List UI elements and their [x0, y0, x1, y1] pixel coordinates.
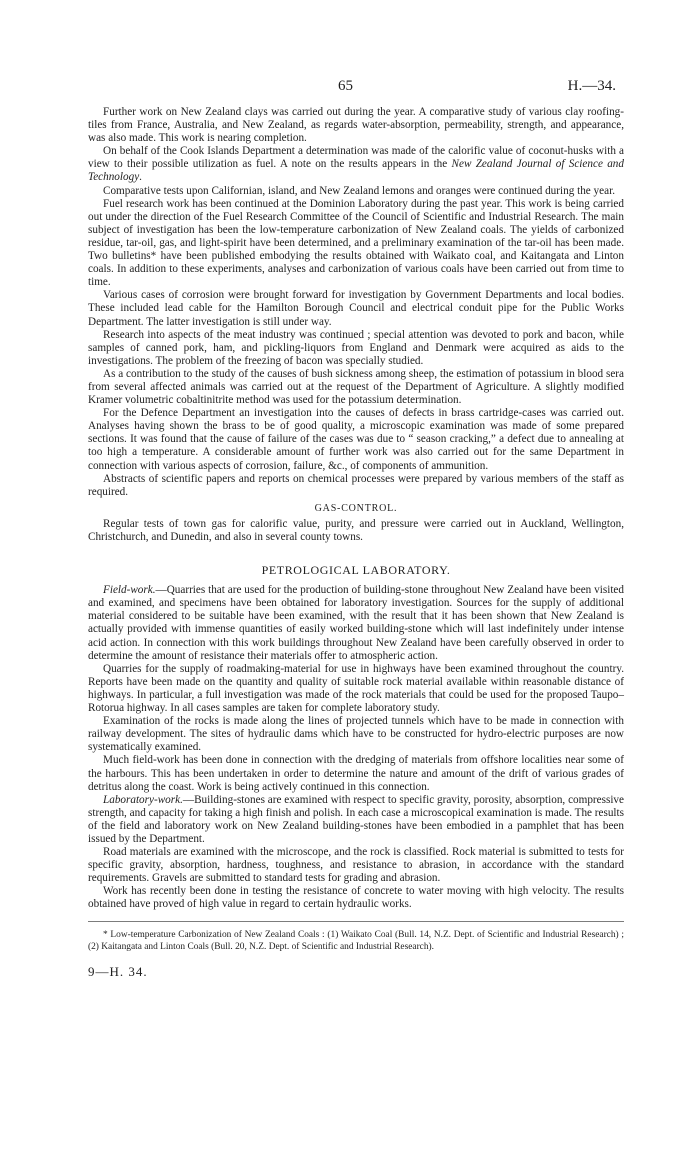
- gas-control-heading: GAS-CONTROL.: [314, 502, 398, 514]
- journal-title: New Zealand Journal of Science and Technology: [88, 158, 624, 184]
- paragraph-gas-tests: Regular tests of town gas for calorific value, purity, and pressure were carried out in Auckland, Wellington, Christchurch, and Dunedin, and also in several county towns.: [88, 517, 624, 543]
- paragraph-abstracts: Abstracts of scientific papers and reports on chemical processes were prepared by various members of the staff as required.: [88, 472, 624, 498]
- paragraph-road-materials: Road materials are examined with the microscope, and the rock is classified. Rock material is submitted to tests for specific gravity, absorption, hardness, toughness, and resistance to abrasion, in accordance with the standard requirements. Gravels are submitted to standard tests for grading and abrasion.: [88, 846, 624, 885]
- footnote-text: * Low-temperature Carbonization of New Zealand Coals : (1) Waikato Coal (Bull. 14, N.Z. Dept. of Scientific and Industrial Research) ; (2) Kaitangata and Linton Coals (Bull. 20, N.Z. Dept. of Scientific and Industrial Research).: [88, 929, 624, 952]
- page-body: [88, 106, 624, 978]
- paragraph-text: .: [139, 171, 142, 184]
- paragraph-corrosion: Various cases of corrosion were brought forward for investigation by Government Departments and local bodies. These included lead cable for the Hamilton Borough Council and electrical conduit pipe for the Public Works Department. The latter investigation is still under way.: [88, 289, 624, 328]
- paragraph-coconut-husks: [88, 145, 624, 184]
- document-reference: H.—34.: [567, 78, 616, 94]
- paragraph-tunnels: Examination of the rocks is made along the lines of projected tunnels which have to be made in connection with railway development. The sites of hydraulic dams which have to be constructed for hydro-electric purposes are now systematically examined.: [88, 715, 624, 754]
- paragraph-text: On behalf of the Cook Islands Department a determination was made of the calorific value of coconut-husks with a view to their possible utilization as fuel. A note on the results appears in the: [88, 145, 624, 171]
- print-reference: 9—H. 34.: [88, 963, 148, 979]
- paragraph-concrete: Work has recently been done in testing the resistance of concrete to water moving with high velocity. The results obtained have proved of high value in regard to certain hydraulic works.: [88, 885, 624, 911]
- paragraph-dredging: Much field-work has been done in connection with the dredging of materials from offshore localities near some of the harbours. This has been undertaken in order to determine the nature and amount of the drift of various grades of detritus along the coast. Work is being actively continued in this connection.: [88, 754, 624, 793]
- paragraph-defence: For the Defence Department an investigation into the causes of defects in brass cartridge-cases was carried out. Analyses having shown the brass to be of good quality, a microscopic examination was made of some prepared sections. It was found that the cause of failure of the cases was due to “ season cracking,” a defect due to annealing at too high a temperature. A considerable amount of further work was also carried out for the same Department in connection with various aspects of corrosion, failure, &c., of components of ammunition.: [88, 407, 624, 472]
- paragraph-text: —Quarries that are used for the production of building-stone throughout New Zealand have been visited and examined, and specimens have been obtained for laboratory investigation. Sources for the supply of additional material considered to be suitable have been examined, with the result that it has been shown that New Zealand is actually provided with immense quantities of easily worked building-stone which will last indefinitely under intense acid action. In connection with this work buildings throughout New Zealand have been carefully observed in order to determine the amount of resistance their materials offer to atmospheric action.: [88, 584, 624, 662]
- page-number: 65: [338, 78, 353, 94]
- paragraph-fuel-research: Fuel research work has been continued at the Dominion Laboratory during the past year. This work is being carried out under the direction of the Fuel Research Committee of the Council of Scientific and Industrial Research. The main subject of investigation has been the low-temperature carbonization of New Zealand coals. The yields of carbonized residue, tar-oil, gas, and light-spirit have been determined, and a preliminary examination of the tar-oil has been made. Two bulletins* have been published embodying the results obtained with Waikato coal, and Kaitangata and Linton coals. In addition to these experiments, analyses and carbonization of various coals have been carried out from time to time.: [88, 197, 624, 289]
- paragraph-text: —Building-stones are examined with respect to specific gravity, porosity, absorption, compressive strength, and capacity for taking a high finish and polish. In each case a microscopical examination is made. The results of the field and laboratory work on New Zealand building-stones have been embodied in a pamphlet that has been issued by the Department.: [88, 793, 625, 845]
- paragraph-roadmaking: Quarries for the supply of roadmaking-material for use in highways have been examined throughout the country. Reports have been made on the quantity and quality of suitable rock material available within reasonable distance of highways. In particular, a full investigation was made of the rock materials that could be used for the proposed Taupo–Rotorua highway. In all cases samples are taken for complete laboratory study.: [88, 662, 624, 715]
- footnote: [88, 929, 624, 953]
- footnote-divider: [88, 921, 624, 922]
- paragraph-meat-industry: Research into aspects of the meat industry was continued ; special attention was devoted to pork and bacon, while samples of canned pork, ham, and pickling-liquors from England and Denmark were acquired as aids to the investigations. The problem of the freezing of bacon was specially studied.: [88, 328, 624, 367]
- field-work-label: Field-work.: [103, 584, 156, 597]
- paragraph-laboratory-work: [88, 794, 624, 846]
- petrological-laboratory-heading: PETROLOGICAL LABORATORY.: [261, 563, 451, 578]
- paragraph-field-work: [88, 584, 624, 663]
- paragraph-bush-sickness: As a contribution to the study of the causes of bush sickness among sheep, the estimation of potassium in blood sera from several affected animals was carried out at the request of the Department of Agriculture. A slightly modified Kramer volumetric cobaltinitrite method was used for the potassium determination.: [88, 367, 624, 407]
- paragraph-citrus: Comparative tests upon Californian, island, and New Zealand lemons and oranges were continued during the year.: [103, 184, 615, 197]
- laboratory-work-label: Laboratory-work.: [103, 793, 183, 806]
- paragraph-clays: Further work on New Zealand clays was carried out during the year. A comparative study of various clay roofing-tiles from France, Australia, and New Zealand, as regards water-absorption, permeability, strength, and appearance, was also made. This work is nearing completion.: [88, 106, 624, 145]
- page-header: [0, 78, 700, 96]
